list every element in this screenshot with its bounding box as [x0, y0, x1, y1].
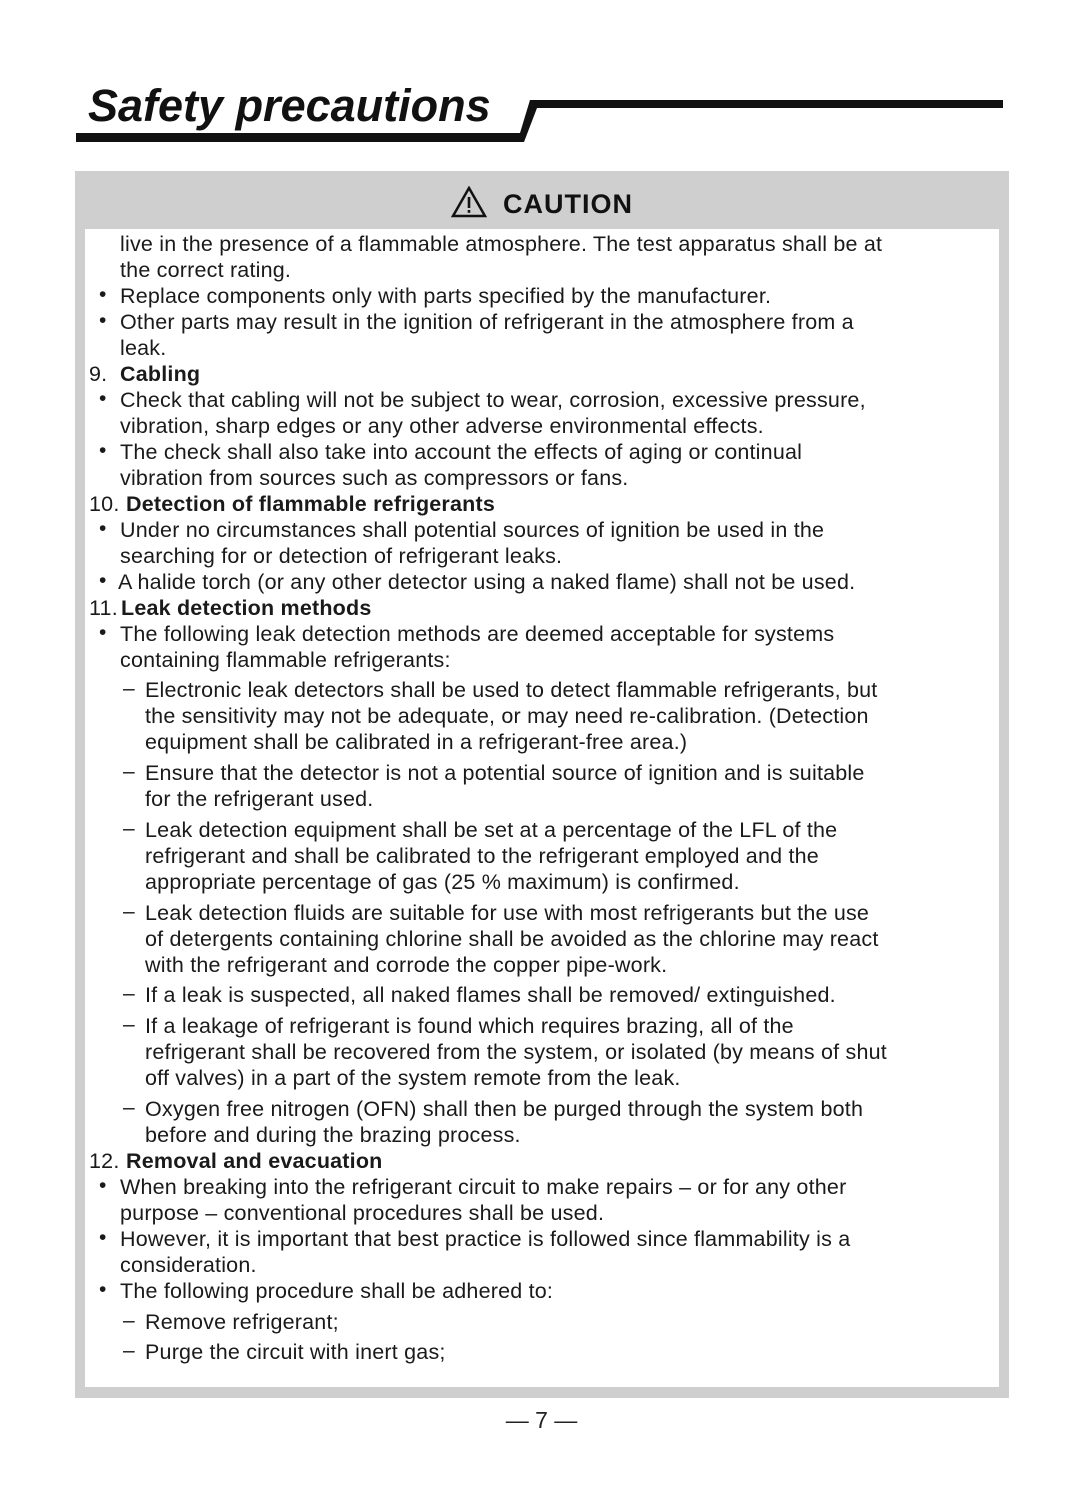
- text-line: before and during the brazing process.: [145, 1123, 521, 1147]
- page-title: Safety precautions: [88, 80, 491, 131]
- text-line: Replace components only with parts specified by the manufacturer.: [120, 284, 772, 308]
- dash-icon: –: [123, 900, 135, 923]
- page-number: — 7 —: [505, 1407, 578, 1433]
- text-line: A halide torch (or any other detector using a naked flame) shall not be used.: [118, 570, 856, 594]
- title-underline: [0, 0, 1083, 160]
- section-number: 9.: [89, 362, 108, 386]
- caution-body: [85, 229, 999, 1387]
- text-line: Remove refrigerant;: [145, 1310, 339, 1334]
- text-line: If a leakage of refrigerant is found which requires brazing, all of the: [145, 1014, 794, 1038]
- text-line: containing flammable refrigerants:: [120, 648, 451, 672]
- bullet-icon: •: [99, 517, 107, 540]
- text-line: live in the presence of a flammable atmosphere. The test apparatus shall be at: [120, 232, 883, 256]
- text-line: Leak detection equipment shall be set at a percentage of the LFL of the: [145, 818, 838, 842]
- dash-icon: –: [123, 760, 135, 783]
- text-line: with the refrigerant and corrode the copper pipe-work.: [145, 953, 668, 977]
- text-line: equipment shall be calibrated in a refrigerant-free area.): [145, 730, 688, 754]
- text-line: for the refrigerant used.: [145, 787, 374, 811]
- text-line: If a leak is suspected, all naked flames shall be removed/ extinguished.: [145, 983, 836, 1007]
- dash-icon: –: [123, 1339, 135, 1362]
- caution-box: [75, 171, 1009, 1398]
- bullet-icon: •: [99, 283, 107, 306]
- text-line: purpose – conventional procedures shall be used.: [120, 1201, 605, 1225]
- bullet-icon: •: [99, 1278, 107, 1301]
- text-line: Other parts may result in the ignition of refrigerant in the atmosphere from a: [120, 310, 854, 334]
- text-line: The following procedure shall be adhered to:: [120, 1279, 554, 1303]
- text-line: However, it is important that best practice is followed since flammability is a: [120, 1227, 851, 1251]
- text-line: Electronic leak detectors shall be used to detect flammable refrigerants, but: [145, 678, 878, 702]
- text-line: The check shall also take into account the effects of aging or continual: [120, 440, 803, 464]
- text-line: Check that cabling will not be subject to wear, corrosion, excessive pressure,: [120, 388, 866, 412]
- bullet-icon: •: [99, 309, 107, 332]
- text-line: Purge the circuit with inert gas;: [145, 1340, 446, 1364]
- caution-header: [75, 171, 1009, 229]
- text-line: The following leak detection methods are deemed acceptable for systems: [120, 622, 835, 646]
- text-line: the correct rating.: [120, 258, 292, 282]
- text-line: appropriate percentage of gas (25 % maximum) is confirmed.: [145, 870, 740, 894]
- text-line: refrigerant and shall be calibrated to the refrigerant employed and the: [145, 844, 819, 868]
- dash-icon: –: [123, 1013, 135, 1036]
- dash-icon: –: [123, 817, 135, 840]
- text-line: Oxygen free nitrogen (OFN) shall then be purged through the system both: [145, 1097, 864, 1121]
- text-line: the sensitivity may not be adequate, or may need re-calibration. (Detection: [145, 704, 869, 728]
- text-line: of detergents containing chlorine shall be avoided as the chlorine may react: [145, 927, 879, 951]
- dash-icon: –: [123, 677, 135, 700]
- bullet-icon: •: [99, 387, 107, 410]
- bullet-icon: •: [99, 1174, 107, 1197]
- text-line: consideration.: [120, 1253, 257, 1277]
- text-line: Under no circumstances shall potential sources of ignition be used in the: [120, 518, 825, 542]
- dash-icon: –: [123, 1096, 135, 1119]
- text-line: off valves) in a part of the system remote from the leak.: [145, 1066, 681, 1090]
- text-line: vibration from sources such as compressors or fans.: [120, 466, 629, 490]
- bullet-icon: •: [99, 569, 107, 592]
- warning-triangle-icon: [451, 186, 487, 218]
- section-heading: Leak detection methods: [121, 596, 372, 620]
- section-number: 10.: [89, 492, 120, 516]
- bullet-icon: •: [99, 621, 107, 644]
- section-number: 12.: [89, 1149, 120, 1173]
- text-line: searching for or detection of refrigerant leaks.: [120, 544, 563, 568]
- section-number: 11.: [89, 596, 118, 620]
- section-heading: Removal and evacuation: [126, 1149, 383, 1173]
- text-line: Leak detection fluids are suitable for use with most refrigerants but the use: [145, 901, 870, 925]
- bullet-icon: •: [99, 439, 107, 462]
- caution-label: CAUTION: [503, 188, 633, 219]
- dash-icon: –: [123, 1309, 135, 1332]
- section-heading: Detection of flammable refrigerants: [126, 492, 496, 516]
- text-line: When breaking into the refrigerant circuit to make repairs – or for any other: [120, 1175, 847, 1199]
- section-heading: Cabling: [120, 362, 201, 386]
- text-line: refrigerant shall be recovered from the system, or isolated (by means of shut: [145, 1040, 887, 1064]
- text-line: leak.: [120, 336, 167, 360]
- bullet-icon: •: [99, 1226, 107, 1249]
- text-line: Ensure that the detector is not a potential source of ignition and is suitable: [145, 761, 865, 785]
- text-line: vibration, sharp edges or any other adverse environmental effects.: [120, 414, 764, 438]
- dash-icon: –: [123, 982, 135, 1005]
